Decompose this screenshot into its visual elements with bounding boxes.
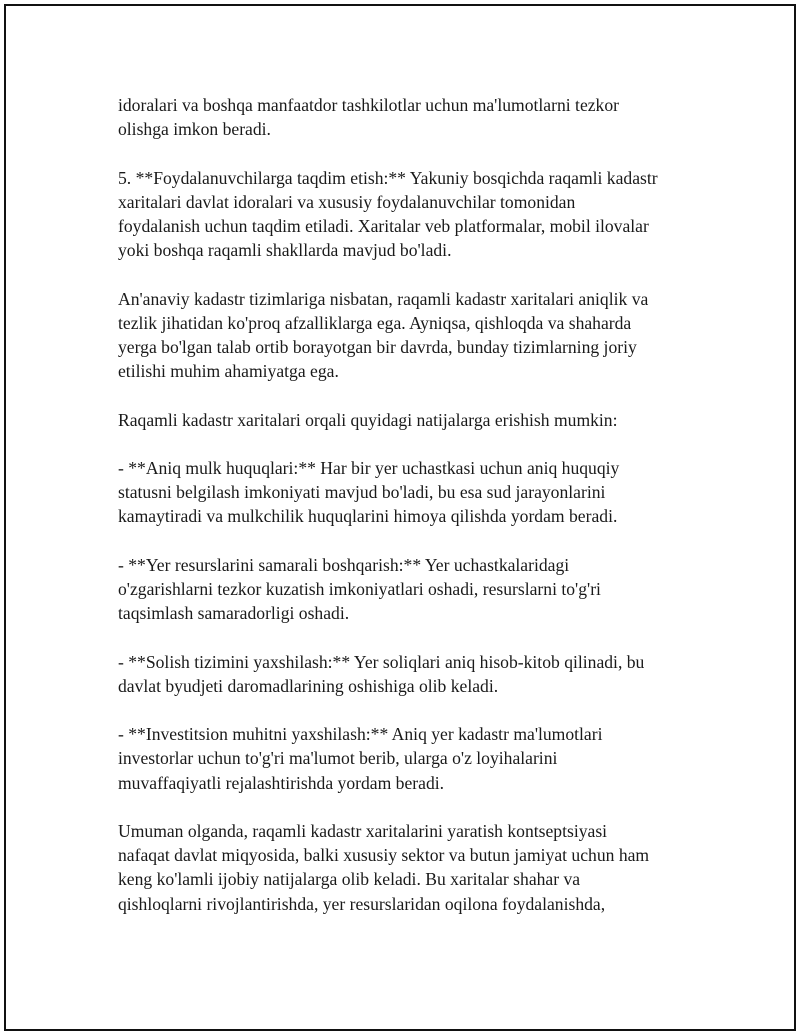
text-line: - **Yer resurslarini samarali boshqarish:** Yer uchastkalaridagi [118, 554, 570, 575]
paragraph-continuation [118, 93, 718, 141]
text-line: yerga bo'lgan talab ortib borayotgan bir davrda, bunday tizimlarning joriy [118, 337, 637, 357]
document-body [118, 93, 718, 940]
text-line: investorlar uchun to'g'ri ma'lumot berib, ularga o'z loyihalarini [118, 748, 558, 769]
text-line: o'zgarishlarni tezkor kuzatish imkoniyatlari oshadi, resurslarni to'g'ri [118, 578, 601, 599]
text-line: statusni belgilash imkoniyati mavjud bo'ladi, bu esa sud jarayonlarini [118, 482, 606, 503]
list-item-land-management [118, 553, 718, 626]
text-line: xaritalari davlat idoralari va xususiy foydalanuvchilar tomonidan [118, 191, 576, 212]
text-line: taqsimlash samaradorligi oshadi. [118, 603, 350, 624]
text-line: - **Aniq mulk huquqlari:** Har bir yer uchastkasi uchun aniq huquqiy [118, 457, 620, 478]
list-item-tax-system [118, 650, 718, 698]
list-item-property-rights [118, 456, 718, 529]
text-line: foydalanish uchun taqdim etiladi. Xaritalar veb platformalar, mobil ilovalar [118, 216, 649, 236]
paragraph-comparison [118, 287, 718, 384]
text-line: olishga imkon beradi. [118, 119, 271, 140]
text-line: - **Investitsion muhitni yaxshilash:** Aniq yer kadastr ma'lumotlari [118, 724, 603, 745]
text-line: - **Solish tizimini yaxshilash:** Yer soliqlari aniq hisob-kitob qilinadi, bu [118, 651, 645, 672]
paragraph-step-5 [118, 166, 718, 263]
text-line: kamaytiradi va mulkchilik huquqlarini himoya qilishda yordam beradi. [118, 506, 618, 527]
text-line: yoki boshqa raqamli shakllarda mavjud bo'ladi. [118, 240, 452, 261]
text-line: An'anaviy kadastr tizimlariga nisbatan, raqamli kadastr xaritalari aniqlik va [118, 288, 649, 309]
text-line: davlat byudjeti daromadlarining oshishiga olib keladi. [118, 675, 499, 696]
text-line: Raqamli kadastr xaritalari orqali quyidagi natijalarga erishish mumkin: [118, 409, 618, 430]
text-line: nafaqat davlat miqyosida, balki xususiy sektor va butun jamiyat uchun ham [118, 845, 650, 866]
text-line: muvaffaqiyatli rejalashtirishda yordam beradi. [118, 772, 445, 793]
paragraph-conclusion [118, 819, 718, 916]
text-line: qishloqlarni rivojlantirishda, yer resurslaridan oqilona foydalanishda, [118, 893, 606, 914]
text-line: 5. **Foydalanuvchilarga taqdim etish:** Yakuniy bosqichda raqamli kadastr [118, 167, 658, 188]
text-line: Umuman olganda, raqamli kadastr xaritalarini yaratish kontseptsiyasi [118, 820, 608, 841]
text-line: keng ko'lamli ijobiy natijalarga olib keladi. Bu xaritalar shahar va [118, 869, 581, 890]
text-line: etilishi muhim ahamiyatga ega. [118, 361, 339, 382]
list-item-investment-climate [118, 722, 718, 795]
paragraph-results-intro [118, 408, 718, 432]
text-line: idoralari va boshqa manfaatdor tashkilotlar uchun ma'lumotlarni tezkor [118, 95, 620, 115]
text-line: tezlik jihatidan ko'proq afzalliklarga ega. Ayniqsa, qishloqda va shaharda [118, 312, 632, 333]
